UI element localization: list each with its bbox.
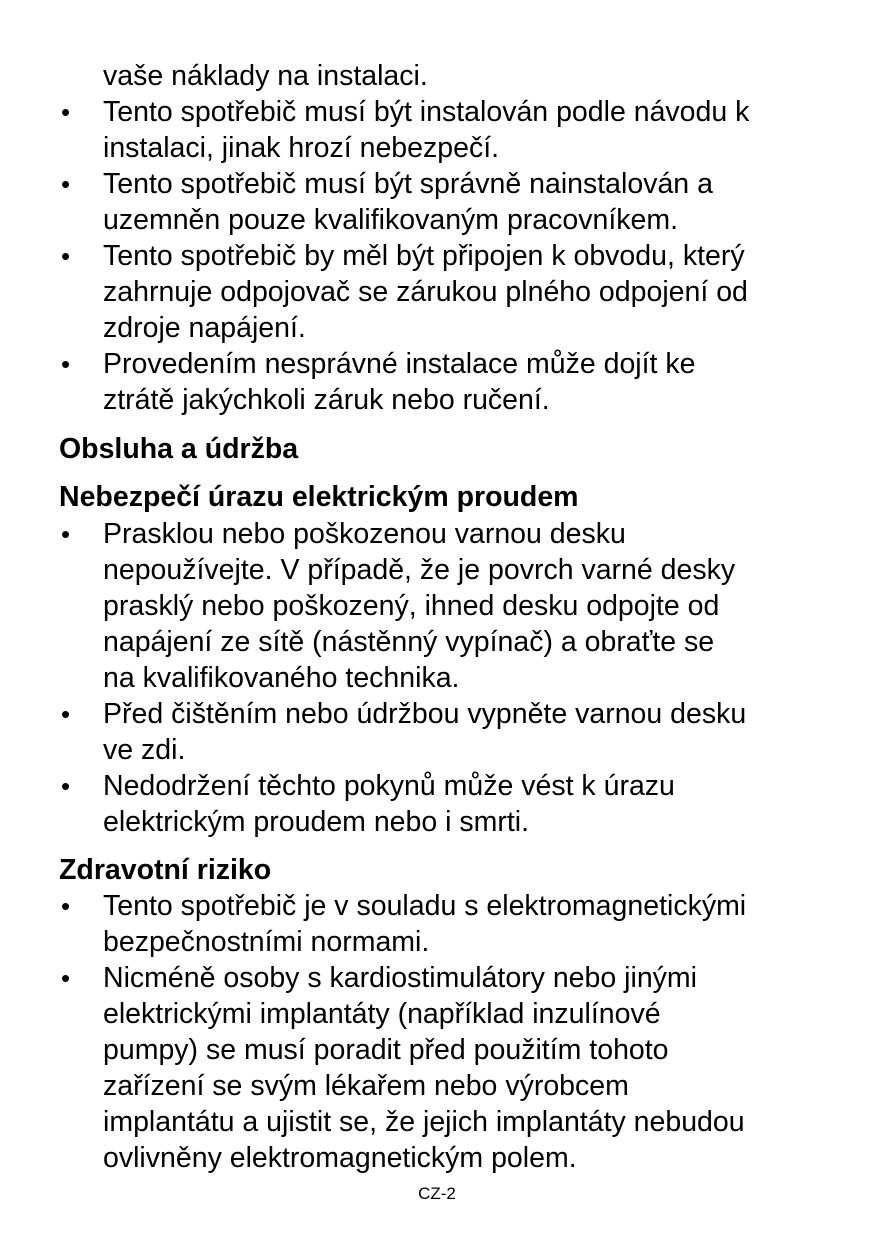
carryover-text: vaše náklady na instalaci.: [103, 60, 428, 92]
list-item-text: pumpy) se musí poradit před použitím tohoto: [103, 1034, 669, 1066]
list-item-text: napájení ze sítě (nástěnný vypínač) a obraťte se: [103, 626, 715, 658]
page-number: CZ-2: [418, 1184, 456, 1203]
list-item-text: ovlivněny elektromagnetickým polem.: [103, 1142, 577, 1174]
list-item-text: elektrickými implantáty (například inzulínové: [103, 998, 661, 1030]
list-item-text: Nicméně osoby s kardiostimulátory nebo jinými: [103, 962, 697, 994]
bullet-marker: •: [61, 699, 71, 729]
subsection-heading-electric: Nebezpečí úrazu elektrickým proudem: [59, 481, 579, 513]
list-item-text: zařízení se svým lékařem nebo výrobcem: [103, 1070, 629, 1102]
list-item-text: nepoužívejte. V případě, že je povrch varné desky: [103, 554, 736, 586]
list-item-text: prasklý nebo poškozený, ihned desku odpojte od: [103, 590, 720, 622]
list-item-text: Tento spotřebič by měl být připojen k obvodu, který: [103, 240, 745, 272]
list-item-text: instalaci, jinak hrozí nebezpečí.: [103, 132, 500, 164]
bullet-marker: •: [61, 169, 71, 199]
list-item-text: ve zdi.: [103, 734, 186, 766]
list-item-text: Tento spotřebič musí být správně nainstalován a: [103, 168, 713, 200]
list-item-text: Tento spotřebič je v souladu s elektromagnetickými: [103, 890, 747, 922]
bullet-marker: •: [61, 349, 71, 379]
section-heading: Obsluha a údržba: [59, 433, 299, 465]
list-item-text: Nedodržení těchto pokynů může vést k úrazu: [103, 770, 675, 802]
subsection-heading-health: Zdravotní riziko: [59, 854, 272, 886]
list-item-text: implantátu a ujistit se, že jejich implantáty nebudou: [103, 1106, 745, 1138]
list-item-text: elektrickým proudem nebo i smrti.: [103, 806, 530, 838]
list-item-text: Před čištěním nebo údržbou vypněte varnou desku: [103, 698, 747, 730]
bullet-marker: •: [61, 963, 71, 993]
list-item-text: zahrnuje odpojovač se zárukou plného odpojení od: [103, 276, 748, 308]
bullet-marker: •: [61, 97, 71, 127]
bullet-marker: •: [61, 519, 71, 549]
list-item-text: zdroje napájení.: [103, 312, 306, 344]
bullet-marker: •: [61, 891, 71, 921]
list-item-text: bezpečnostními normami.: [103, 926, 430, 958]
list-item-text: Prasklou nebo poškozenou varnou desku: [103, 518, 626, 550]
bullet-marker: •: [61, 771, 71, 801]
list-item-text: na kvalifikovaného technika.: [103, 662, 460, 694]
list-item-text: Tento spotřebič musí být instalován podle návodu k: [103, 96, 750, 128]
bullet-marker: •: [61, 241, 71, 271]
list-item-text: ztrátě jakýchkoli záruk nebo ručení.: [103, 384, 550, 416]
list-item-text: uzemněn pouze kvalifikovaným pracovníkem.: [103, 204, 679, 236]
list-item-text: Provedením nesprávné instalace může dojít ke: [103, 348, 696, 380]
